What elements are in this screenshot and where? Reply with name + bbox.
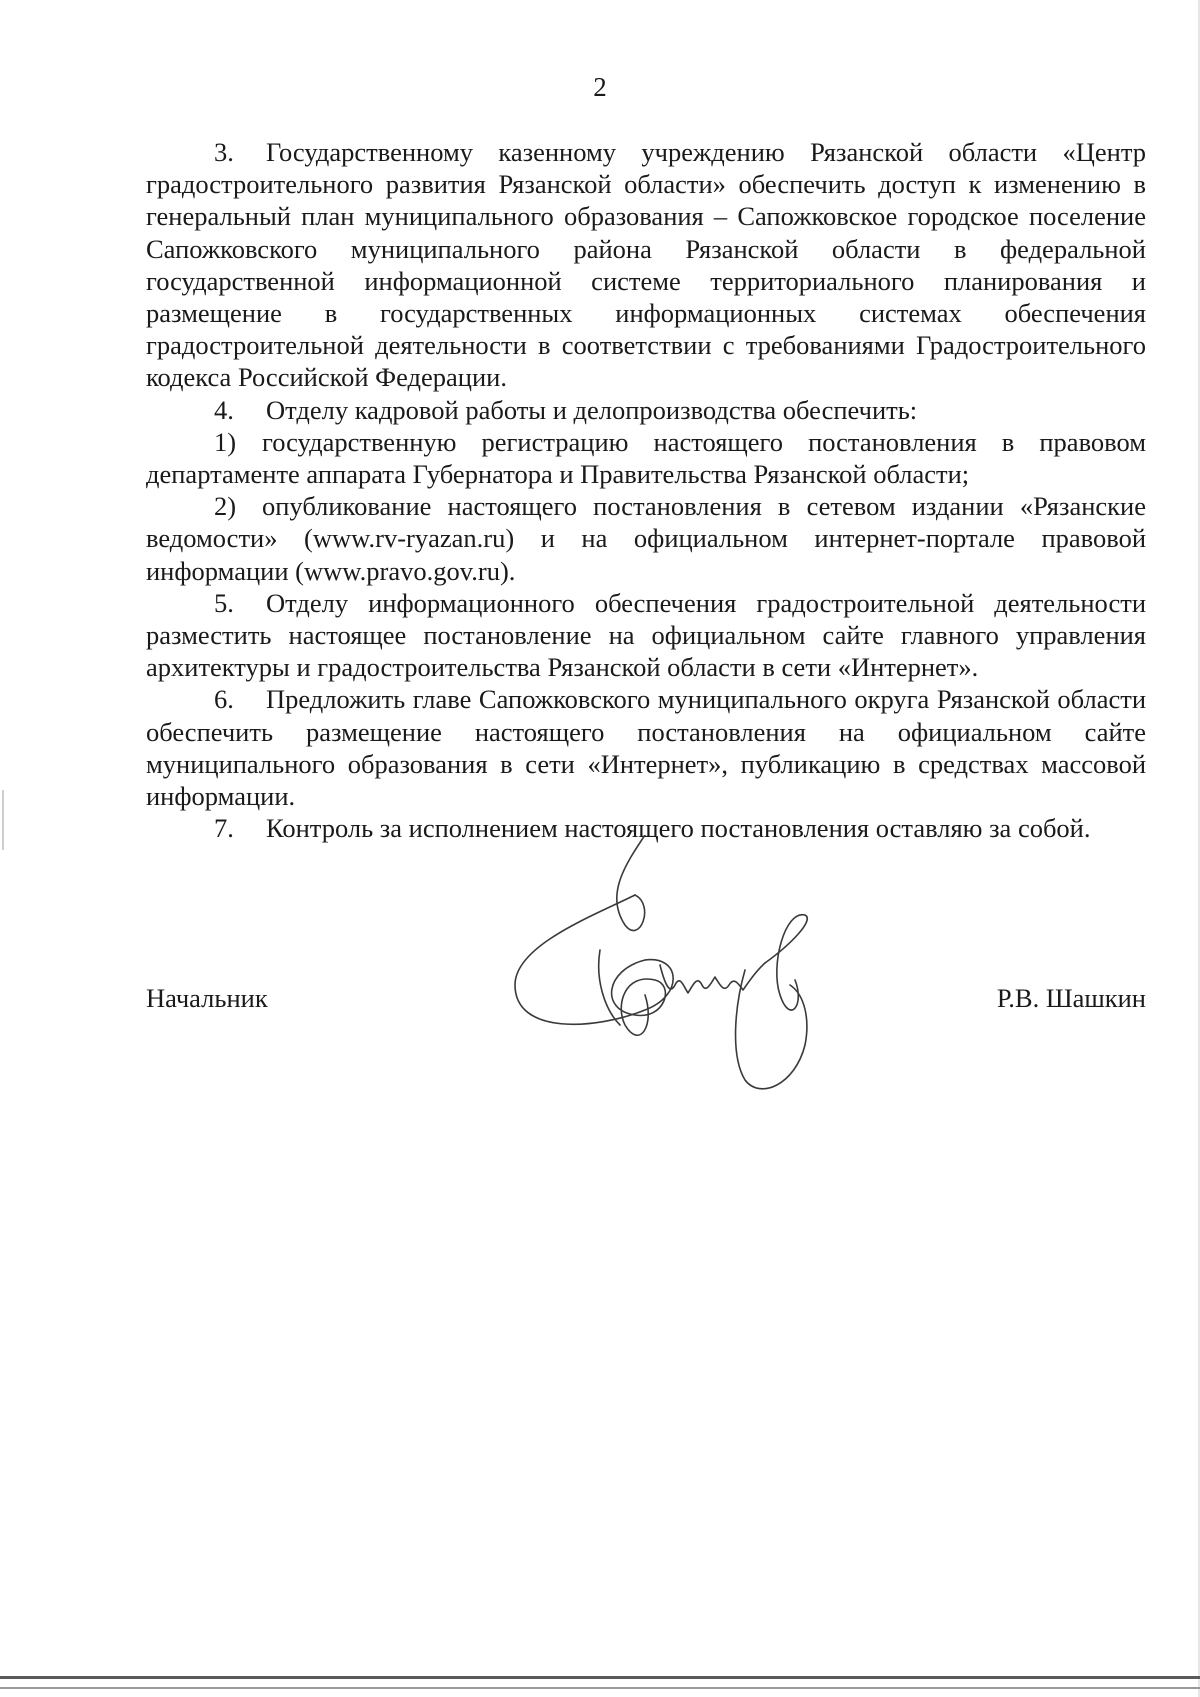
paragraph-text: Отделу кадровой работы и делопроизводства обеспечить: [266,394,918,425]
paragraph-number: 1) [214,426,237,457]
signatory-title: Начальник [146,983,268,1013]
scan-mark [2,790,4,850]
paragraph-6 [146,683,1146,812]
scan-edge [0,1687,1200,1689]
paragraph-text: государственную регистрацию настоящего постановления в правовом департаменте аппарата Губернатора и Правительства Рязанской области; [146,426,1146,490]
paragraph-text: опубликование настоящего постановления в сетевом издании «Рязанские ведомости» (www.rv-ryazan.ru) и на официальном интернет-портале правовой информации (www.pravo.gov.ru). [146,491,1146,586]
paragraph-number: 4. [214,394,234,425]
paragraph-number: 6. [214,684,234,715]
paragraph-number: 2) [214,491,237,522]
paragraph-3 [146,136,1146,394]
paragraph-4 [146,394,1146,426]
paragraph-text: Отделу информационного обеспечения градостроительной деятельности разместить настоящее постановление на официальном сайте главного управления архитектуры и градостроительства Рязанской области в сети «Интернет». [146,587,1146,683]
subparagraph-2 [146,490,1146,587]
paragraph-text: Предложить главе Сапожковского муниципального округа Рязанской области обеспечить размещение настоящего постановления на официальном сайте муниципального образования в сети «Интернет», публикацию в средствах массовой информации. [146,684,1146,812]
paragraph-text: Контроль за исполнением настоящего постановления оставляю за собой. [266,813,1091,844]
page-number: 2 [593,72,607,102]
handwritten-signature [505,835,855,1135]
document-body [146,136,1146,844]
paragraph-text: Государственному казенному учреждению Рязанской области «Центр градостроительного развития Рязанской области» обеспечить доступ к изменению в генеральный план муниципального образования – Сапожковское городское поселение Сапожковского муниципального района Рязанской области в федеральной государственной информационной системе территориального планирования и размещение в государственных информационных системах обеспечения градостроительной деятельности в соответствии с требованиями Градостроительного кодекса Российской Федерации. [146,137,1146,393]
paragraph-number: 5. [214,587,234,618]
scan-edge [0,1676,1200,1679]
subparagraph-1 [146,426,1146,490]
paragraph-5 [146,587,1146,684]
paragraph-number: 3. [214,137,234,167]
paragraph-number: 7. [214,813,234,844]
signatory-name: Р.В. Шашкин [996,983,1146,1013]
